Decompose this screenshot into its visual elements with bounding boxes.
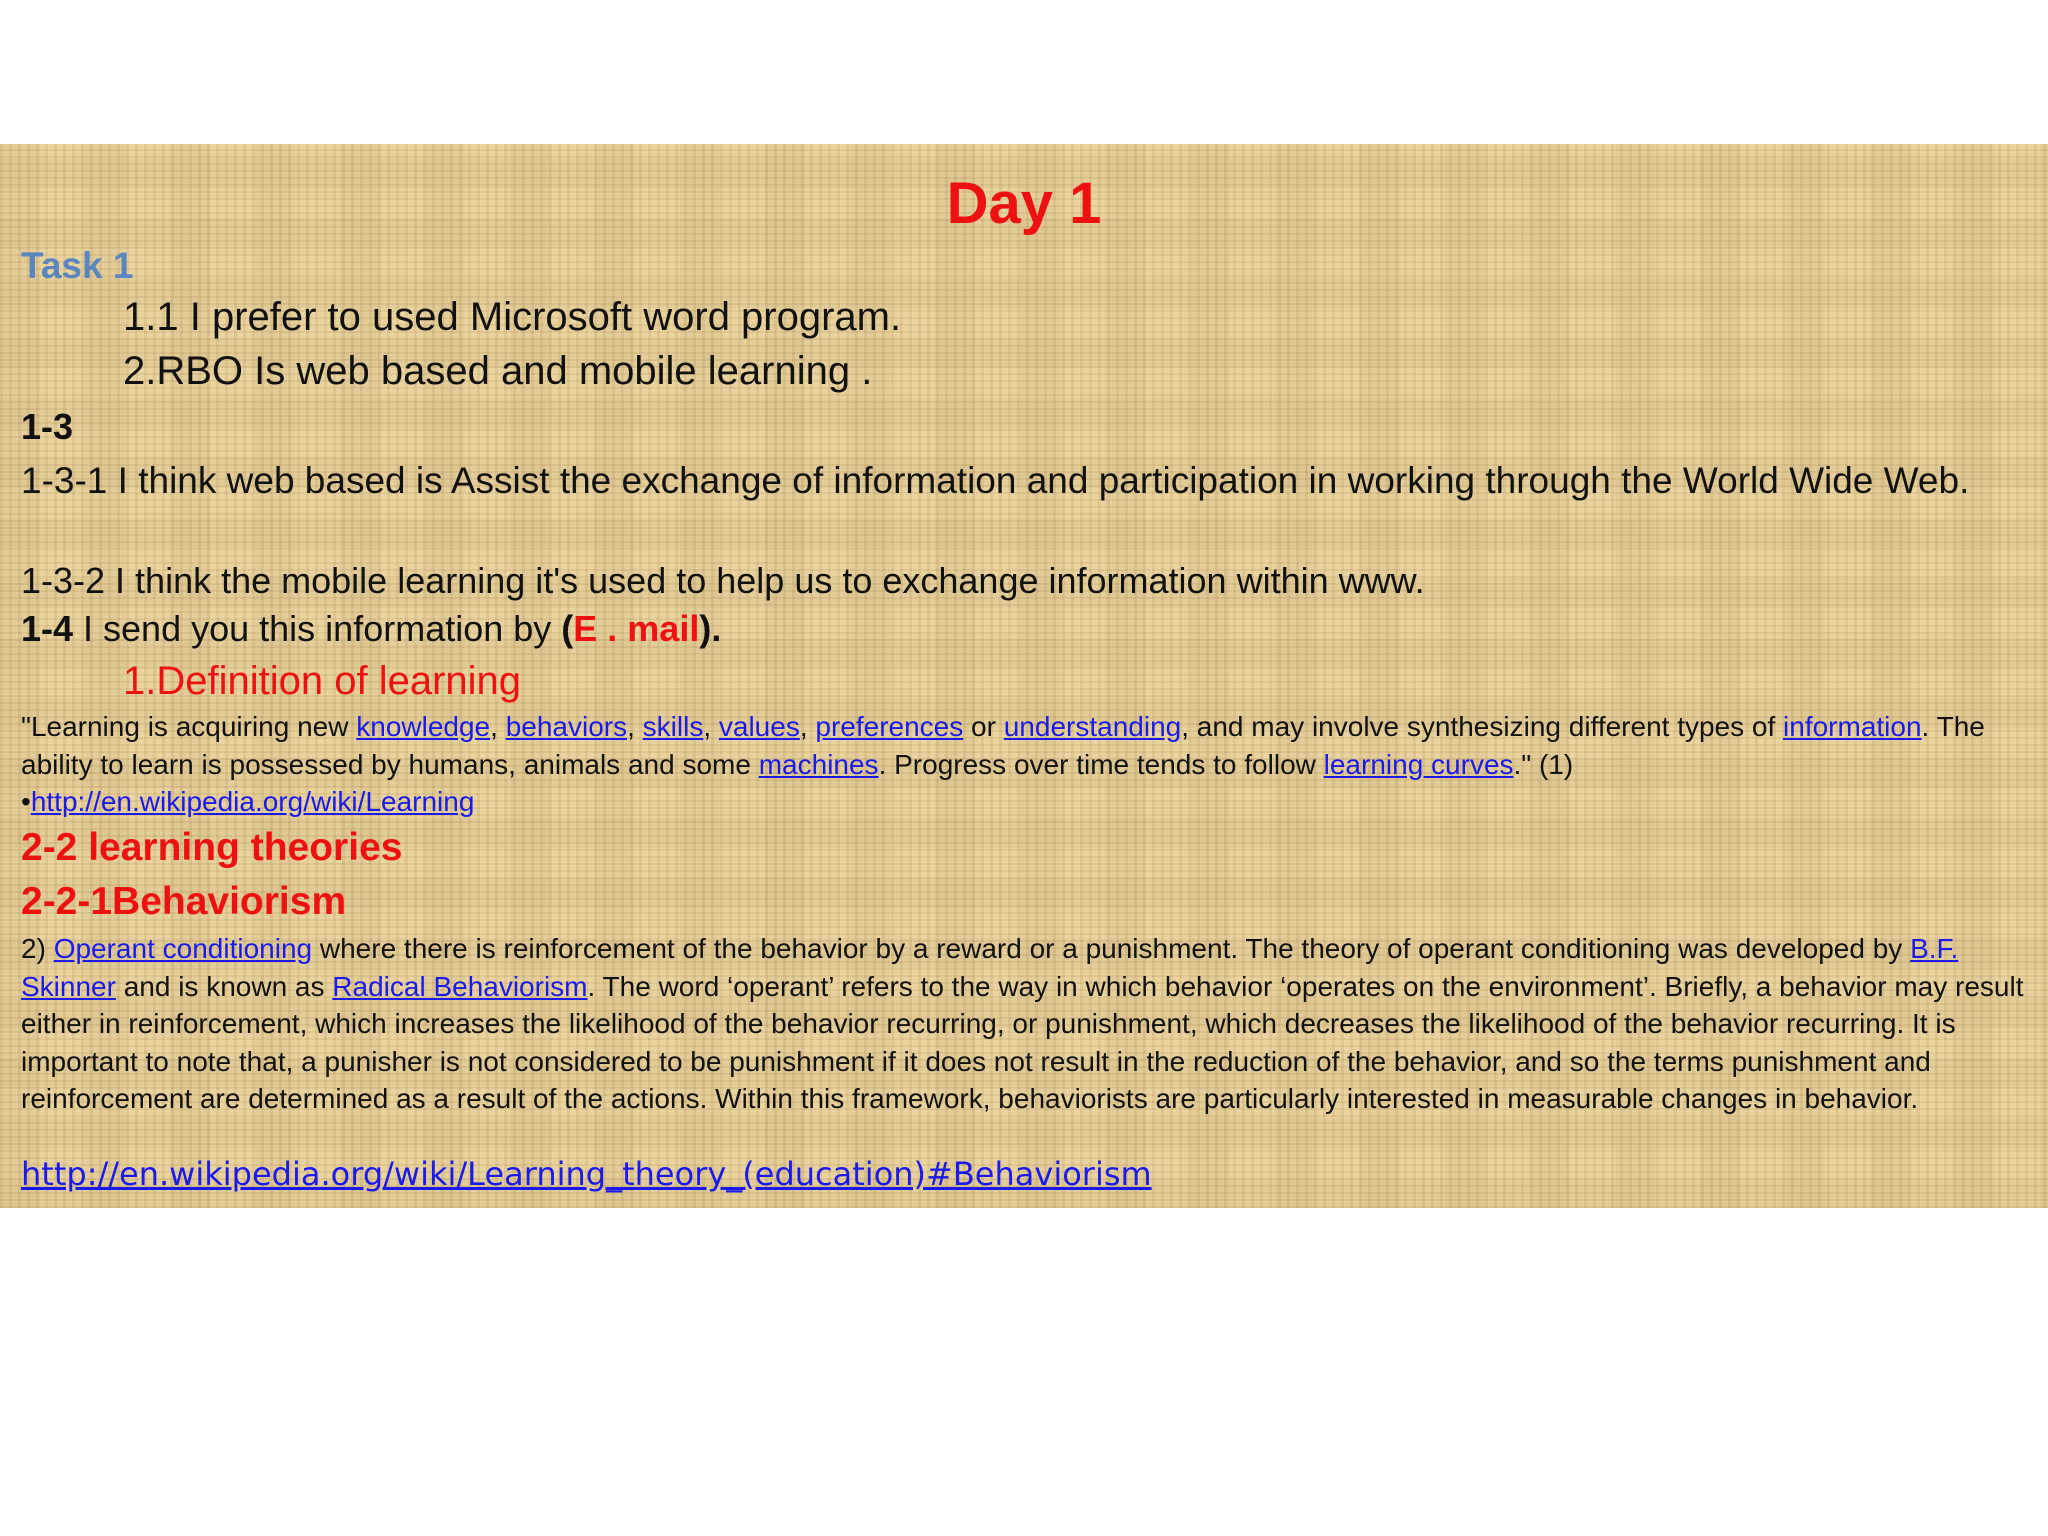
quote-text: "Learning is acquiring new <box>21 711 357 742</box>
link-skills[interactable]: skills <box>642 711 704 742</box>
wiki-behaviorism-link[interactable]: http://en.wikipedia.org/wiki/Learning_theory_(education)#Behaviorism <box>21 1155 1152 1193</box>
heading-learning-theories: 2-2 learning theories <box>21 826 403 869</box>
wiki-learning-line <box>21 786 474 818</box>
link-machines[interactable]: machines <box>758 749 879 780</box>
link-radical-behaviorism[interactable]: Radical Behaviorism <box>332 970 588 1002</box>
p14-open-paren: ( <box>561 608 574 649</box>
heading-1-3: 1-3 <box>21 406 74 447</box>
link-behaviors[interactable]: behaviors <box>505 711 628 742</box>
link-values[interactable]: values <box>718 711 800 742</box>
link-bf-skinner[interactable]: B.F. Skinner <box>21 933 1959 1002</box>
bullet-icon: • <box>21 786 31 817</box>
operant-paragraph <box>21 930 2033 1118</box>
definition-quote <box>21 708 2031 784</box>
slide-title: Day 1 <box>946 171 1102 236</box>
link-preferences[interactable]: preferences <box>815 711 964 742</box>
p14-label: 1-4 <box>21 608 74 649</box>
line-2: 2.RBO Is web based and mobile learning . <box>123 349 873 393</box>
p14-email: E . mail <box>573 608 700 649</box>
task-heading: Task 1 <box>21 245 134 286</box>
operant-text: 2) <box>21 933 54 964</box>
operant-text: and is known as <box>115 970 333 1002</box>
p14-close-paren: ). <box>699 608 722 649</box>
paragraph-1-3-2: 1-3-2 I think the mobile learning it's used to help us to exchange information within www. <box>21 560 1425 601</box>
definition-heading: 1.Definition of learning <box>123 659 522 703</box>
quote-text: , and may involve synthesizing different types of <box>1181 711 1784 742</box>
paragraph-1-3-1: 1-3-1 I think web based is Assist the exchange of information and participation in working through the World Wide Web. <box>21 460 1970 501</box>
quote-text: . The ability to learn is possessed by humans, animals and some <box>21 711 1985 780</box>
link-information[interactable]: information <box>1783 711 1922 742</box>
quote-text: . Progress over time tends to follow <box>878 749 1324 780</box>
quote-sep: , <box>703 711 719 742</box>
link-knowledge[interactable]: knowledge <box>356 711 491 742</box>
quote-sep: , <box>490 711 506 742</box>
link-learning-curves[interactable]: learning curves <box>1323 749 1514 780</box>
link-understanding[interactable]: understanding <box>1003 711 1182 742</box>
wiki-learning-link[interactable]: http://en.wikipedia.org/wiki/Learning <box>30 786 475 817</box>
slide <box>0 144 2048 1208</box>
quote-text: ." (1) <box>1513 749 1574 780</box>
operant-text: . The word ‘operant’ refers to the way in which behavior ‘operates on the environment’. Briefly, a behavior may result either in reinforcement, which increases the likelihood of the behavior recurring, or punishment, which decreases the likelihood of the behavior recurring. It is important to note that, a punisher is not considered to be punishment if it does not result in the reduction of the behavior, and so the terms punishment and reinforcement are determined as a result of the actions. Within this framework, behaviorists are particularly interested in measurable changes in behavior. <box>21 970 2024 1115</box>
paragraph-1-4 <box>21 608 721 650</box>
quote-sep: , <box>627 711 643 742</box>
heading-behaviorism: 2-2-1Behaviorism <box>21 880 347 923</box>
link-operant-conditioning[interactable]: Operant conditioning <box>53 933 313 964</box>
quote-sep: , <box>799 711 816 742</box>
operant-text: where there is reinforcement of the behavior by a reward or a punishment. The theory of operant conditioning was developed by <box>312 933 1911 964</box>
p14-text: I send you this information by <box>73 608 562 649</box>
quote-text: or <box>963 711 1004 742</box>
line-1-1: 1.1 I prefer to used Microsoft word program. <box>123 295 902 339</box>
